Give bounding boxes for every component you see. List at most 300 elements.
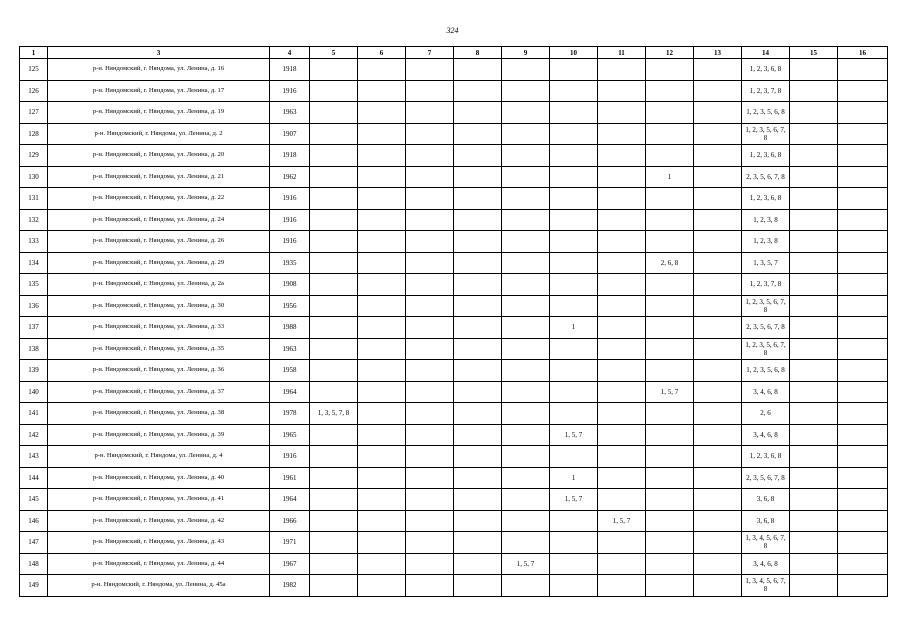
col11-cell — [598, 252, 646, 274]
col8-cell — [454, 553, 502, 575]
year-cell: 1918 — [270, 145, 310, 167]
column-header-10: 10 — [550, 47, 598, 59]
col9-cell — [502, 252, 550, 274]
year-cell: 1964 — [270, 489, 310, 511]
row-number: 131 — [20, 188, 48, 210]
col7-cell — [406, 532, 454, 554]
col15-cell — [790, 489, 838, 511]
col11-cell — [598, 424, 646, 446]
col5-cell — [310, 59, 358, 81]
col16-cell — [838, 446, 888, 468]
row-number: 143 — [20, 446, 48, 468]
col8-cell — [454, 274, 502, 296]
col6-cell — [358, 145, 406, 167]
year-cell: 1956 — [270, 295, 310, 317]
col11-cell — [598, 553, 646, 575]
year-cell: 1935 — [270, 252, 310, 274]
col14-cell: 3, 6, 8 — [742, 510, 790, 532]
col15-cell — [790, 80, 838, 102]
address-cell: р-н. Няндомский, г. Няндома, ул. Ленина, д. 16 — [48, 59, 270, 81]
col13-cell — [694, 360, 742, 382]
col9-cell: 1, 5, 7 — [502, 553, 550, 575]
col6-cell — [358, 360, 406, 382]
col13-cell — [694, 532, 742, 554]
col14-cell: 3, 4, 6, 8 — [742, 424, 790, 446]
col11-cell — [598, 575, 646, 597]
col7-cell — [406, 252, 454, 274]
column-header-4: 4 — [270, 47, 310, 59]
col11-cell — [598, 166, 646, 188]
col7-cell — [406, 274, 454, 296]
col9-cell — [502, 274, 550, 296]
col12-cell: 2, 6, 8 — [646, 252, 694, 274]
col15-cell — [790, 403, 838, 425]
col12-cell — [646, 231, 694, 253]
col9-cell — [502, 295, 550, 317]
col15-cell — [790, 231, 838, 253]
column-header-3: 3 — [48, 47, 270, 59]
col5-cell — [310, 166, 358, 188]
address-cell: р-н. Няндомский, г. Няндома, ул. Ленина, д. 40 — [48, 467, 270, 489]
col9-cell — [502, 166, 550, 188]
col8-cell — [454, 446, 502, 468]
col6-cell — [358, 102, 406, 124]
address-cell: р-н. Няндомский, г. Няндома, ул. Ленина, д. 20 — [48, 145, 270, 167]
col11-cell — [598, 188, 646, 210]
col12-cell — [646, 209, 694, 231]
col12-cell — [646, 274, 694, 296]
col5-cell — [310, 553, 358, 575]
column-header-8: 8 — [454, 47, 502, 59]
col9-cell — [502, 231, 550, 253]
col5-cell — [310, 209, 358, 231]
col8-cell — [454, 231, 502, 253]
year-cell: 1964 — [270, 381, 310, 403]
col14-cell: 2, 6 — [742, 403, 790, 425]
col16-cell — [838, 166, 888, 188]
table-row — [20, 231, 888, 253]
address-cell: р-н. Няндомский, г. Няндома, ул. Ленина, д. 29 — [48, 252, 270, 274]
col15-cell — [790, 424, 838, 446]
col8-cell — [454, 252, 502, 274]
col12-cell — [646, 446, 694, 468]
col8-cell — [454, 166, 502, 188]
year-cell: 1965 — [270, 424, 310, 446]
col12-cell — [646, 467, 694, 489]
col16-cell — [838, 252, 888, 274]
col7-cell — [406, 424, 454, 446]
col6-cell — [358, 510, 406, 532]
col14-cell: 1, 2, 3, 7, 8 — [742, 80, 790, 102]
year-cell: 1958 — [270, 360, 310, 382]
col10-cell — [550, 403, 598, 425]
table-row — [20, 295, 888, 317]
col8-cell — [454, 80, 502, 102]
col9-cell — [502, 317, 550, 339]
col6-cell — [358, 123, 406, 145]
col5-cell — [310, 338, 358, 360]
page-number: 324 — [446, 26, 459, 35]
table-row — [20, 403, 888, 425]
col11-cell — [598, 489, 646, 511]
row-number: 144 — [20, 467, 48, 489]
col16-cell — [838, 575, 888, 597]
col13-cell — [694, 252, 742, 274]
col14-cell: 1, 2, 3, 8 — [742, 209, 790, 231]
col9-cell — [502, 424, 550, 446]
row-number: 138 — [20, 338, 48, 360]
column-header-6: 6 — [358, 47, 406, 59]
col14-cell: 1, 3, 4, 5, 6, 7, 8 — [742, 532, 790, 554]
year-cell: 1962 — [270, 166, 310, 188]
col12-cell — [646, 102, 694, 124]
col8-cell — [454, 59, 502, 81]
col10-cell — [550, 274, 598, 296]
address-cell: р-н. Няндомский, г. Няндома, ул. Ленина, д. 38 — [48, 403, 270, 425]
col13-cell — [694, 209, 742, 231]
col16-cell — [838, 381, 888, 403]
col8-cell — [454, 360, 502, 382]
row-number: 129 — [20, 145, 48, 167]
col11-cell — [598, 145, 646, 167]
col8-cell — [454, 532, 502, 554]
column-header-15: 15 — [790, 47, 838, 59]
col12-cell — [646, 295, 694, 317]
table-body — [20, 59, 888, 597]
row-number: 140 — [20, 381, 48, 403]
col15-cell — [790, 317, 838, 339]
col13-cell — [694, 317, 742, 339]
col10-cell — [550, 231, 598, 253]
row-number: 126 — [20, 80, 48, 102]
col16-cell — [838, 188, 888, 210]
col6-cell — [358, 489, 406, 511]
year-cell: 1988 — [270, 317, 310, 339]
address-cell: р-н. Няндомский, г. Няндома, ул. Ленина, д. 42 — [48, 510, 270, 532]
col8-cell — [454, 424, 502, 446]
col9-cell — [502, 102, 550, 124]
year-cell: 1907 — [270, 123, 310, 145]
col11-cell — [598, 317, 646, 339]
col7-cell — [406, 553, 454, 575]
col9-cell — [502, 532, 550, 554]
table-row — [20, 424, 888, 446]
col10-cell — [550, 381, 598, 403]
table-row — [20, 489, 888, 511]
table-row — [20, 360, 888, 382]
address-cell: р-н. Няндомский, г. Няндома, ул. Ленина, д. 39 — [48, 424, 270, 446]
col9-cell — [502, 467, 550, 489]
col6-cell — [358, 252, 406, 274]
col9-cell — [502, 510, 550, 532]
col16-cell — [838, 231, 888, 253]
col7-cell — [406, 338, 454, 360]
col10-cell — [550, 145, 598, 167]
col6-cell — [358, 575, 406, 597]
col11-cell — [598, 381, 646, 403]
col5-cell — [310, 532, 358, 554]
col16-cell — [838, 360, 888, 382]
buildings-table — [19, 46, 888, 597]
col5-cell — [310, 252, 358, 274]
year-cell: 1963 — [270, 338, 310, 360]
row-number: 139 — [20, 360, 48, 382]
col16-cell — [838, 489, 888, 511]
col9-cell — [502, 59, 550, 81]
col13-cell — [694, 381, 742, 403]
col7-cell — [406, 209, 454, 231]
col11-cell — [598, 231, 646, 253]
col8-cell — [454, 381, 502, 403]
col11-cell — [598, 403, 646, 425]
table-row — [20, 532, 888, 554]
row-number: 141 — [20, 403, 48, 425]
table-row — [20, 446, 888, 468]
address-cell: р-н. Няндомский, г. Няндома, ул. Ленина, д. 33 — [48, 317, 270, 339]
row-number: 149 — [20, 575, 48, 597]
year-cell: 1963 — [270, 102, 310, 124]
col10-cell — [550, 338, 598, 360]
col15-cell — [790, 59, 838, 81]
year-cell: 1918 — [270, 59, 310, 81]
col11-cell — [598, 338, 646, 360]
col10-cell: 1 — [550, 467, 598, 489]
col6-cell — [358, 317, 406, 339]
table-row — [20, 209, 888, 231]
col14-cell: 1, 2, 3, 5, 6, 7, 8 — [742, 123, 790, 145]
col10-cell — [550, 59, 598, 81]
col11-cell — [598, 360, 646, 382]
col13-cell — [694, 123, 742, 145]
col9-cell — [502, 489, 550, 511]
row-number: 142 — [20, 424, 48, 446]
col10-cell — [550, 209, 598, 231]
col14-cell: 2, 3, 5, 6, 7, 8 — [742, 467, 790, 489]
col11-cell — [598, 123, 646, 145]
col14-cell: 1, 2, 3, 5, 6, 7, 8 — [742, 338, 790, 360]
col11-cell — [598, 532, 646, 554]
col7-cell — [406, 59, 454, 81]
year-cell: 1961 — [270, 467, 310, 489]
col11-cell — [598, 467, 646, 489]
col15-cell — [790, 510, 838, 532]
row-number: 146 — [20, 510, 48, 532]
col16-cell — [838, 295, 888, 317]
col11-cell — [598, 274, 646, 296]
col10-cell — [550, 166, 598, 188]
col12-cell — [646, 338, 694, 360]
col12-cell — [646, 317, 694, 339]
col10-cell — [550, 188, 598, 210]
year-cell: 1971 — [270, 532, 310, 554]
col5-cell — [310, 188, 358, 210]
col6-cell — [358, 188, 406, 210]
col15-cell — [790, 338, 838, 360]
col13-cell — [694, 59, 742, 81]
col8-cell — [454, 489, 502, 511]
column-header-5: 5 — [310, 47, 358, 59]
column-header-14: 14 — [742, 47, 790, 59]
address-cell: р-н. Няндомский, г. Няндома, ул. Ленина, д. 17 — [48, 80, 270, 102]
col13-cell — [694, 403, 742, 425]
col12-cell — [646, 123, 694, 145]
row-number: 128 — [20, 123, 48, 145]
col13-cell — [694, 446, 742, 468]
col6-cell — [358, 59, 406, 81]
col13-cell — [694, 489, 742, 511]
row-number: 127 — [20, 102, 48, 124]
row-number: 137 — [20, 317, 48, 339]
col6-cell — [358, 467, 406, 489]
col6-cell — [358, 446, 406, 468]
col14-cell: 1, 2, 3, 5, 6, 8 — [742, 102, 790, 124]
col13-cell — [694, 295, 742, 317]
col14-cell: 3, 6, 8 — [742, 489, 790, 511]
col7-cell — [406, 188, 454, 210]
col13-cell — [694, 188, 742, 210]
col11-cell — [598, 209, 646, 231]
address-cell: р-н. Няндомский, г. Няндома, ул. Ленина, д. 36 — [48, 360, 270, 382]
col16-cell — [838, 467, 888, 489]
row-number: 125 — [20, 59, 48, 81]
row-number: 145 — [20, 489, 48, 511]
col6-cell — [358, 209, 406, 231]
col7-cell — [406, 102, 454, 124]
table-row — [20, 317, 888, 339]
col5-cell — [310, 424, 358, 446]
table-row — [20, 102, 888, 124]
col10-cell — [550, 553, 598, 575]
col15-cell — [790, 123, 838, 145]
col10-cell — [550, 80, 598, 102]
col7-cell — [406, 317, 454, 339]
year-cell: 1916 — [270, 188, 310, 210]
address-cell: р-н. Няндомский, г. Няндома, ул. Ленина, д. 2 — [48, 123, 270, 145]
year-cell: 1982 — [270, 575, 310, 597]
col5-cell — [310, 467, 358, 489]
col9-cell — [502, 80, 550, 102]
col5-cell — [310, 231, 358, 253]
col16-cell — [838, 532, 888, 554]
col13-cell — [694, 231, 742, 253]
row-number: 133 — [20, 231, 48, 253]
col13-cell — [694, 553, 742, 575]
column-header-7: 7 — [406, 47, 454, 59]
table-row — [20, 252, 888, 274]
col7-cell — [406, 446, 454, 468]
row-number: 147 — [20, 532, 48, 554]
col12-cell — [646, 145, 694, 167]
col7-cell — [406, 489, 454, 511]
row-number: 136 — [20, 295, 48, 317]
col15-cell — [790, 360, 838, 382]
table-row — [20, 166, 888, 188]
col13-cell — [694, 102, 742, 124]
col7-cell — [406, 231, 454, 253]
table-row — [20, 338, 888, 360]
col12-cell — [646, 489, 694, 511]
column-header-11: 11 — [598, 47, 646, 59]
col7-cell — [406, 381, 454, 403]
col14-cell: 1, 2, 3, 6, 8 — [742, 188, 790, 210]
address-cell: р-н. Няндомский, г. Няндома, ул. Ленина, д. 37 — [48, 381, 270, 403]
col14-cell: 1, 2, 3, 7, 8 — [742, 274, 790, 296]
col9-cell — [502, 403, 550, 425]
col10-cell — [550, 510, 598, 532]
col7-cell — [406, 467, 454, 489]
col9-cell — [502, 145, 550, 167]
col16-cell — [838, 80, 888, 102]
col7-cell — [406, 360, 454, 382]
col12-cell — [646, 532, 694, 554]
col6-cell — [358, 381, 406, 403]
col14-cell: 2, 3, 5, 6, 7, 8 — [742, 317, 790, 339]
col14-cell: 3, 4, 6, 8 — [742, 381, 790, 403]
col11-cell: 1, 5, 7 — [598, 510, 646, 532]
col7-cell — [406, 510, 454, 532]
col8-cell — [454, 295, 502, 317]
col12-cell — [646, 553, 694, 575]
col5-cell — [310, 381, 358, 403]
table-row — [20, 188, 888, 210]
table-row — [20, 553, 888, 575]
col16-cell — [838, 123, 888, 145]
col12-cell — [646, 403, 694, 425]
col15-cell — [790, 188, 838, 210]
col10-cell: 1, 5, 7 — [550, 489, 598, 511]
col6-cell — [358, 338, 406, 360]
col9-cell — [502, 575, 550, 597]
col7-cell — [406, 295, 454, 317]
col8-cell — [454, 338, 502, 360]
col7-cell — [406, 575, 454, 597]
col16-cell — [838, 209, 888, 231]
year-cell: 1916 — [270, 209, 310, 231]
col9-cell — [502, 446, 550, 468]
col5-cell — [310, 575, 358, 597]
col10-cell — [550, 360, 598, 382]
col8-cell — [454, 123, 502, 145]
col6-cell — [358, 403, 406, 425]
col9-cell — [502, 123, 550, 145]
col5-cell — [310, 489, 358, 511]
col16-cell — [838, 274, 888, 296]
table-row — [20, 467, 888, 489]
col12-cell — [646, 188, 694, 210]
address-cell: р-н. Няндомский, г. Няндома, ул. Ленина, д. 41 — [48, 489, 270, 511]
col13-cell — [694, 274, 742, 296]
col15-cell — [790, 446, 838, 468]
column-header-9: 9 — [502, 47, 550, 59]
row-number: 130 — [20, 166, 48, 188]
col13-cell — [694, 510, 742, 532]
year-cell: 1978 — [270, 403, 310, 425]
col15-cell — [790, 166, 838, 188]
col10-cell — [550, 532, 598, 554]
col5-cell — [310, 317, 358, 339]
col15-cell — [790, 274, 838, 296]
table-row — [20, 59, 888, 81]
table-row — [20, 145, 888, 167]
col16-cell — [838, 424, 888, 446]
col11-cell — [598, 59, 646, 81]
col16-cell — [838, 510, 888, 532]
col15-cell — [790, 532, 838, 554]
col10-cell — [550, 102, 598, 124]
col8-cell — [454, 209, 502, 231]
col7-cell — [406, 80, 454, 102]
col5-cell — [310, 145, 358, 167]
